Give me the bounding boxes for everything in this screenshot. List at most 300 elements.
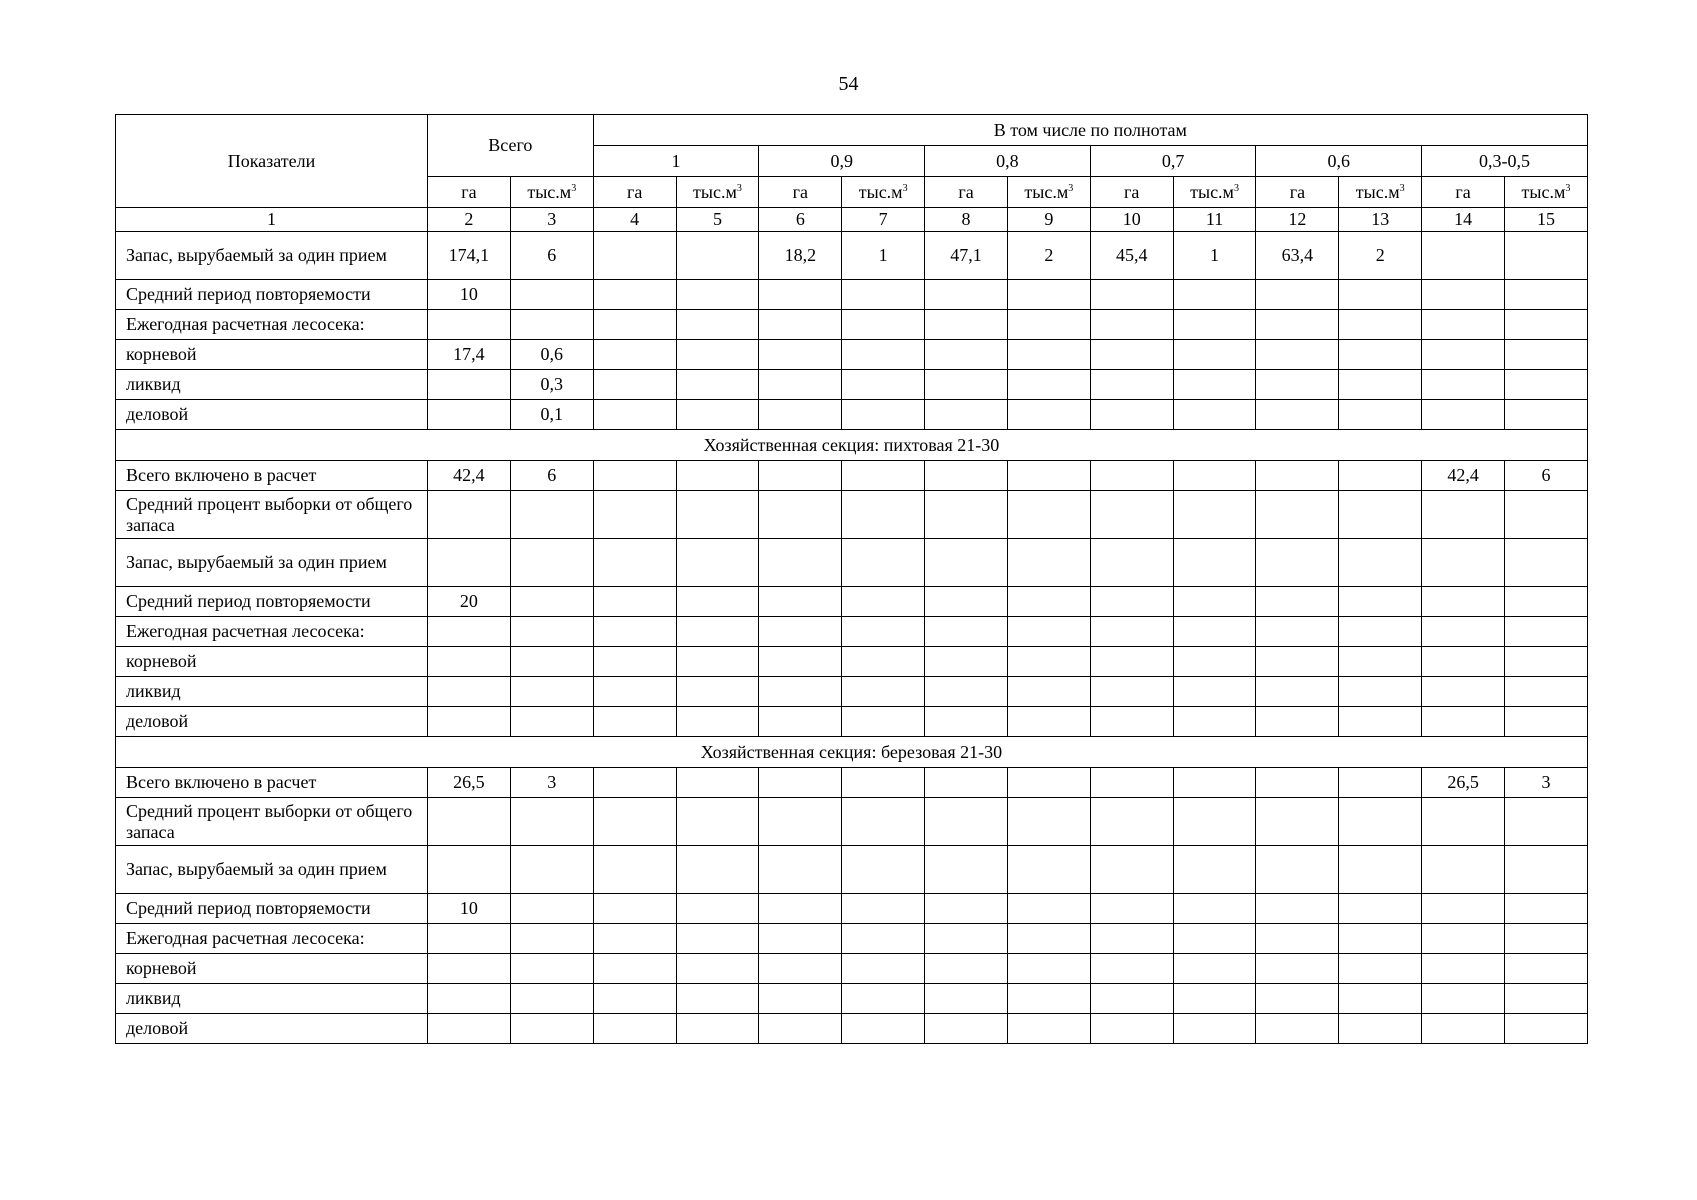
value-cell [1504,647,1587,677]
value-cell [676,707,759,737]
value-cell [428,798,511,846]
column-number: 13 [1339,208,1422,232]
value-cell [1007,370,1090,400]
value-cell [510,280,593,310]
column-number: 14 [1422,208,1505,232]
value-cell [1504,924,1587,954]
table-row [116,984,1588,1014]
table-row [116,798,1588,846]
table-row [116,340,1588,370]
column-number: 15 [1504,208,1587,232]
value-cell [1339,539,1422,587]
value-cell [1422,491,1505,539]
value-cell [1339,340,1422,370]
section-row [116,737,1588,768]
value-cell [1256,370,1339,400]
section-title: Хозяйственная секция: пихтовая 21-30 [116,430,1588,461]
value-cell [759,617,842,647]
value-cell [676,954,759,984]
value-cell [1256,924,1339,954]
value-cell: 6 [1504,461,1587,491]
unit-text: тыс.м [1355,181,1400,202]
value-cell [925,370,1008,400]
header-unit-thousand-m3 [676,177,759,208]
value-cell [593,1014,676,1044]
value-cell [1090,539,1173,587]
value-cell [1422,370,1505,400]
value-cell [510,894,593,924]
value-cell [925,924,1008,954]
value-cell [1173,539,1256,587]
value-cell [593,461,676,491]
value-cell [759,400,842,430]
row-label: ликвид [116,677,428,707]
value-cell [676,587,759,617]
value-cell [759,768,842,798]
value-cell [1007,924,1090,954]
value-cell [925,846,1008,894]
value-cell: 42,4 [428,461,511,491]
value-cell [1173,647,1256,677]
value-cell [925,280,1008,310]
value-cell [1007,400,1090,430]
value-cell [428,491,511,539]
value-cell [1090,677,1173,707]
row-label: Средний процент выборки от общего запаса [116,798,428,846]
unit-superscript: 3 [1068,182,1074,194]
value-cell [510,846,593,894]
value-cell [1007,798,1090,846]
value-cell [676,846,759,894]
value-cell [759,310,842,340]
value-cell: 2 [1339,232,1422,280]
value-cell [925,587,1008,617]
value-cell [428,984,511,1014]
value-cell [759,894,842,924]
value-cell [1339,370,1422,400]
row-label: корневой [116,647,428,677]
value-cell [842,491,925,539]
value-cell: 3 [510,768,593,798]
value-cell [1007,617,1090,647]
value-cell [428,954,511,984]
table-row [116,491,1588,539]
value-cell [510,587,593,617]
value-cell: 63,4 [1256,232,1339,280]
value-cell [842,924,925,954]
value-cell [593,846,676,894]
unit-text: тыс.м [527,181,572,202]
value-cell [1504,400,1587,430]
value-cell [842,798,925,846]
table-row [116,954,1588,984]
row-label: Средний процент выборки от общего запаса [116,491,428,539]
value-cell [1173,280,1256,310]
value-cell [1090,924,1173,954]
value-cell [1090,1014,1173,1044]
value-cell [1173,798,1256,846]
column-number: 2 [428,208,511,232]
table-row [116,617,1588,647]
header-row-1 [116,115,1588,146]
value-cell [1173,461,1256,491]
value-cell [1007,894,1090,924]
value-cell [842,677,925,707]
value-cell [1504,340,1587,370]
row-label: корневой [116,340,428,370]
table-row [116,846,1588,894]
column-number: 7 [842,208,925,232]
value-cell [1504,677,1587,707]
unit-superscript: 3 [736,182,742,194]
table-row [116,280,1588,310]
value-cell [1173,400,1256,430]
value-cell [925,491,1008,539]
value-cell: 3 [1504,768,1587,798]
header-unit-ha: га [759,177,842,208]
value-cell [676,617,759,647]
value-cell [1256,677,1339,707]
value-cell [925,768,1008,798]
value-cell: 0,6 [510,340,593,370]
value-cell [593,677,676,707]
value-cell: 26,5 [428,768,511,798]
value-cell [510,1014,593,1044]
value-cell [676,539,759,587]
value-cell [510,924,593,954]
value-cell [759,707,842,737]
value-cell [593,647,676,677]
value-cell [1256,984,1339,1014]
value-cell [1504,232,1587,280]
value-cell [1007,340,1090,370]
value-cell [1007,461,1090,491]
value-cell [842,1014,925,1044]
value-cell [1256,954,1339,984]
value-cell [510,707,593,737]
value-cell [428,647,511,677]
value-cell [842,310,925,340]
value-cell [842,587,925,617]
value-cell [1422,894,1505,924]
value-cell [1256,707,1339,737]
column-number: 3 [510,208,593,232]
row-label: корневой [116,954,428,984]
value-cell: 1 [842,232,925,280]
value-cell [759,954,842,984]
header-density: 1 [593,146,759,177]
section-row [116,430,1588,461]
value-cell [1256,1014,1339,1044]
value-cell [593,924,676,954]
value-cell [1422,647,1505,677]
value-cell [510,984,593,1014]
value-cell [676,461,759,491]
header-density: 0,7 [1090,146,1256,177]
value-cell [1504,617,1587,647]
value-cell: 6 [510,461,593,491]
value-cell: 10 [428,894,511,924]
value-cell [1007,984,1090,1014]
value-cell [593,768,676,798]
value-cell [428,846,511,894]
value-cell [593,539,676,587]
value-cell [759,461,842,491]
value-cell [759,340,842,370]
header-unit-thousand-m3 [1173,177,1256,208]
value-cell [676,984,759,1014]
value-cell [676,768,759,798]
value-cell [1090,647,1173,677]
header-unit-thousand-m3 [842,177,925,208]
value-cell [842,539,925,587]
table-row [116,587,1588,617]
header-unit-ha: га [593,177,676,208]
value-cell [759,491,842,539]
value-cell [842,400,925,430]
column-number: 1 [116,208,428,232]
value-cell [428,539,511,587]
value-cell [1339,461,1422,491]
value-cell [1007,954,1090,984]
unit-text: тыс.м [693,181,737,202]
value-cell [510,539,593,587]
value-cell [1173,768,1256,798]
header-indicators: Показатели [116,115,428,208]
value-cell [1007,677,1090,707]
value-cell: 26,5 [1422,768,1505,798]
value-cell: 1 [1173,232,1256,280]
row-label: Запас, вырубаемый за один прием [116,232,428,280]
row-label: Всего включено в расчет [116,768,428,798]
value-cell [1173,677,1256,707]
row-label: Средний период повторяемости [116,587,428,617]
value-cell [1173,310,1256,340]
value-cell [1007,539,1090,587]
value-cell [925,400,1008,430]
value-cell [1422,310,1505,340]
value-cell [925,984,1008,1014]
value-cell [1422,677,1505,707]
header-unit-thousand-m3 [1339,177,1422,208]
forest-density-table [115,114,1588,1044]
value-cell [593,617,676,647]
header-unit-ha: га [1090,177,1173,208]
row-label: Запас, вырубаемый за один прием [116,846,428,894]
value-cell [759,846,842,894]
value-cell [842,846,925,894]
value-cell [1504,587,1587,617]
header-unit-thousand-m3 [1504,177,1587,208]
unit-superscript: 3 [1399,182,1405,194]
value-cell [676,400,759,430]
value-cell [1007,310,1090,340]
header-unit-ha: га [1422,177,1505,208]
value-cell [1090,280,1173,310]
value-cell [1173,846,1256,894]
value-cell [1339,707,1422,737]
value-cell [593,280,676,310]
value-cell [510,798,593,846]
value-cell [593,310,676,340]
value-cell [842,707,925,737]
unit-superscript: 3 [1565,182,1571,194]
value-cell [1090,798,1173,846]
value-cell [1422,846,1505,894]
value-cell [593,707,676,737]
value-cell: 18,2 [759,232,842,280]
value-cell [676,491,759,539]
value-cell [1090,707,1173,737]
value-cell [1339,310,1422,340]
value-cell [1339,894,1422,924]
value-cell [1090,461,1173,491]
header-unit-ha: га [428,177,511,208]
value-cell [1007,280,1090,310]
row-label: ликвид [116,984,428,1014]
value-cell [925,894,1008,924]
value-cell [676,894,759,924]
value-cell [1256,340,1339,370]
value-cell [1339,1014,1422,1044]
value-cell [510,491,593,539]
row-label: деловой [116,400,428,430]
value-cell [1090,846,1173,894]
value-cell [925,310,1008,340]
value-cell [1007,846,1090,894]
column-number: 9 [1007,208,1090,232]
value-cell [1256,768,1339,798]
value-cell [1504,707,1587,737]
value-cell [510,677,593,707]
value-cell [1339,677,1422,707]
value-cell: 6 [510,232,593,280]
table-row [116,310,1588,340]
value-cell [759,539,842,587]
header-density: 0,3-0,5 [1422,146,1588,177]
value-cell [1007,768,1090,798]
value-cell [1422,340,1505,370]
row-label: Средний период повторяемости [116,280,428,310]
value-cell [1173,370,1256,400]
value-cell [676,924,759,954]
value-cell [1090,491,1173,539]
column-number: 10 [1090,208,1173,232]
value-cell [1339,798,1422,846]
row-label: Всего включено в расчет [116,461,428,491]
value-cell: 42,4 [1422,461,1505,491]
row-label: Запас, вырубаемый за один прием [116,539,428,587]
value-cell [1173,924,1256,954]
value-cell [1422,798,1505,846]
table-row [116,461,1588,491]
value-cell: 17,4 [428,340,511,370]
value-cell [1256,587,1339,617]
value-cell [842,340,925,370]
value-cell [759,280,842,310]
value-cell [925,340,1008,370]
value-cell [593,232,676,280]
value-cell [676,370,759,400]
value-cell [1339,400,1422,430]
value-cell [676,647,759,677]
row-label: деловой [116,707,428,737]
value-cell [1256,491,1339,539]
value-cell [510,954,593,984]
value-cell [1256,400,1339,430]
value-cell [1256,647,1339,677]
value-cell [1173,894,1256,924]
table-body [116,115,1588,1044]
row-label: ликвид [116,370,428,400]
value-cell [1173,984,1256,1014]
value-cell [842,768,925,798]
row-label: Средний период повторяемости [116,894,428,924]
column-number: 5 [676,208,759,232]
value-cell [1256,461,1339,491]
column-number: 4 [593,208,676,232]
unit-text: тыс.м [1024,181,1069,202]
unit-superscript: 3 [902,182,908,194]
column-number: 12 [1256,208,1339,232]
value-cell [676,280,759,310]
value-cell [842,647,925,677]
table-row [116,647,1588,677]
value-cell [428,677,511,707]
value-cell [1504,1014,1587,1044]
value-cell [1504,370,1587,400]
value-cell [428,707,511,737]
value-cell [1007,587,1090,617]
value-cell [1422,1014,1505,1044]
value-cell [759,647,842,677]
table-row [116,768,1588,798]
value-cell [1090,340,1173,370]
value-cell [1504,846,1587,894]
table-row [116,400,1588,430]
value-cell [1090,587,1173,617]
value-cell [925,1014,1008,1044]
table-row [116,539,1588,587]
value-cell [1173,491,1256,539]
unit-superscript: 3 [571,182,577,194]
value-cell [428,370,511,400]
value-cell [759,924,842,954]
value-cell [1090,954,1173,984]
value-cell [1504,984,1587,1014]
table-row [116,1014,1588,1044]
value-cell [1422,617,1505,647]
value-cell [510,647,593,677]
value-cell [593,798,676,846]
value-cell [759,1014,842,1044]
value-cell [1422,984,1505,1014]
value-cell [1256,280,1339,310]
table-row [116,677,1588,707]
header-unit-ha: га [925,177,1008,208]
value-cell: 0,1 [510,400,593,430]
value-cell: 47,1 [925,232,1008,280]
value-cell [1422,280,1505,310]
value-cell [1422,400,1505,430]
value-cell [1504,280,1587,310]
value-cell [842,370,925,400]
row-label: деловой [116,1014,428,1044]
value-cell: 2 [1007,232,1090,280]
value-cell [1339,647,1422,677]
value-cell [1504,310,1587,340]
unit-superscript: 3 [1233,182,1239,194]
